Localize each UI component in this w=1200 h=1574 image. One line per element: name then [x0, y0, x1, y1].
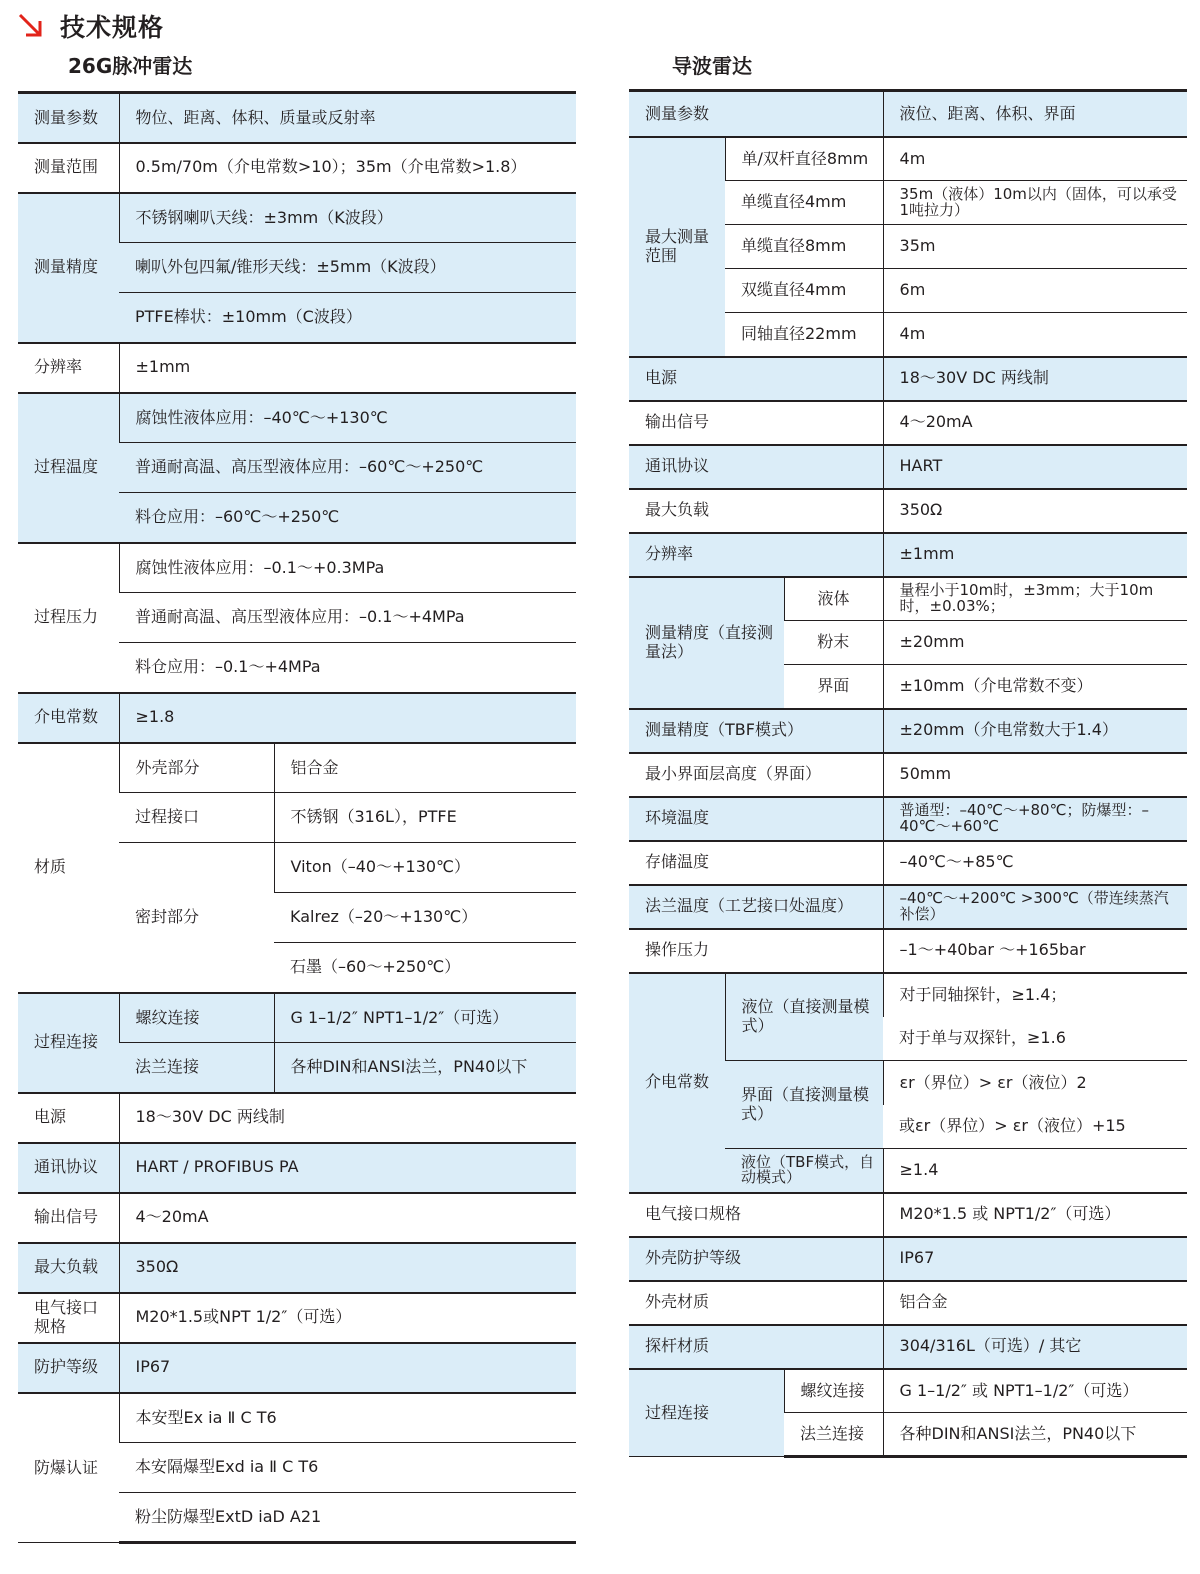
spec-value: 或εr（界位）> εr（液位）+15: [883, 1105, 1187, 1149]
spec-label: 测量精度（直接测量法）: [629, 577, 784, 709]
red-arrow-icon: [16, 11, 46, 41]
table-row: [629, 885, 1187, 929]
table-row: [629, 1193, 1187, 1237]
spec-sublabel: 密封部分: [119, 843, 274, 993]
spec-value: εr（界位）> εr（液位）2: [883, 1061, 1187, 1105]
spec-label: 外壳防护等级: [629, 1237, 883, 1281]
spec-value: HART / PROFIBUS PA: [119, 1143, 576, 1193]
spec-value: 喇叭外包四氟/锥形天线：±5mm（K波段）: [119, 243, 576, 293]
spec-value: 料仓应用：–60℃～+250℃: [119, 493, 576, 543]
spec-value: M20*1.5 或 NPT1/2″（可选）: [883, 1193, 1187, 1237]
table-row: [629, 753, 1187, 797]
table-row: [18, 1293, 576, 1343]
table-row: [629, 841, 1187, 885]
spec-label: 测量参数: [629, 91, 883, 137]
spec-value: PTFE棒状：±10mm（C波段）: [119, 293, 576, 343]
spec-value: 50mm: [883, 753, 1187, 797]
table-row: [629, 357, 1187, 401]
spec-label: 介电常数: [629, 973, 725, 1193]
spec-label: 过程连接: [18, 993, 119, 1093]
spec-value: ±1mm: [883, 533, 1187, 577]
table-row: [18, 1393, 576, 1443]
spec-value: ±10mm（介电常数不变）: [883, 665, 1187, 709]
spec-value: 对于单与双探针，≥1.6: [883, 1017, 1187, 1061]
table-row: [18, 393, 576, 443]
spec-label: 测量参数: [18, 93, 119, 143]
spec-label: 输出信号: [629, 401, 883, 445]
spec-label: 电源: [18, 1093, 119, 1143]
spec-label: 最大负载: [18, 1243, 119, 1293]
spec-label: 过程连接: [629, 1369, 784, 1457]
spec-value: M20*1.5或NPT 1/2″（可选）: [119, 1293, 576, 1343]
spec-label: 法兰温度（工艺接口处温度）: [629, 885, 883, 929]
table-row: [18, 1343, 576, 1393]
spec-value: Viton（–40～+130℃）: [274, 843, 576, 893]
spec-value: 本安型Ex ia Ⅱ C T6: [119, 1393, 576, 1443]
spec-value: 0.5m/70m（介电常数>10）；35m（介电常数>1.8）: [119, 143, 576, 193]
spec-sublabel: 粉末: [784, 621, 883, 665]
spec-label: 最大负载: [629, 489, 883, 533]
spec-label: 分辨率: [18, 343, 119, 393]
spec-value: Kalrez（–20～+130℃）: [274, 893, 576, 943]
spec-value: 铝合金: [883, 1281, 1187, 1325]
spec-sublabel: 液体: [784, 577, 883, 621]
table-row: [629, 797, 1187, 841]
spec-value: IP67: [119, 1343, 576, 1393]
spec-value: 4m: [883, 137, 1187, 181]
spec-sublabel: 界面（直接测量模式）: [725, 1061, 883, 1149]
spec-label: 电气接口规格: [18, 1293, 119, 1343]
spec-value: 料仓应用：–0.1～+4MPa: [119, 643, 576, 693]
table-row: [18, 93, 576, 143]
spec-sublabel: 界面: [784, 665, 883, 709]
table-row: [18, 1193, 576, 1243]
spec-value: G 1–1/2″ NPT1–1/2″（可选）: [274, 993, 576, 1043]
spec-value: ±20mm（介电常数大于1.4）: [883, 709, 1187, 753]
spec-label: 测量精度: [18, 193, 119, 343]
spec-value: ≥1.4: [883, 1149, 1187, 1193]
spec-sublabel: 双缆直径4mm: [725, 269, 883, 313]
pulse-radar-spec-table: [18, 91, 576, 1544]
table-row: [629, 489, 1187, 533]
spec-value: G 1–1/2″ 或 NPT1–1/2″（可选）: [883, 1369, 1187, 1413]
spec-label: 介电常数: [18, 693, 119, 743]
spec-value: –40℃～+85℃: [883, 841, 1187, 885]
spec-value: 普通型：–40℃～+80℃；防爆型：–40℃～+60℃: [883, 797, 1187, 841]
table-row: [18, 193, 576, 243]
spec-value: 35m（液体）10m以内（固体，可以承受1吨拉力）: [883, 181, 1187, 225]
table-row: [18, 143, 576, 193]
spec-label: 过程温度: [18, 393, 119, 543]
table-row: [629, 973, 1187, 1017]
spec-label: 通讯协议: [18, 1143, 119, 1193]
table-row: [629, 1281, 1187, 1325]
table-row: [629, 1237, 1187, 1281]
spec-value: 普通耐高温、高压型液体应用：–0.1～+4MPa: [119, 593, 576, 643]
table-row: [629, 445, 1187, 489]
spec-value: 粉尘防爆型ExtD iaD A21: [119, 1493, 576, 1543]
spec-value: 普通耐高温、高压型液体应用：–60℃～+250℃: [119, 443, 576, 493]
spec-label: 外壳材质: [629, 1281, 883, 1325]
spec-sublabel: 单/双杆直径8mm: [725, 137, 883, 181]
spec-value: 4～20mA: [119, 1193, 576, 1243]
spec-sublabel: 螺纹连接: [119, 993, 274, 1043]
spec-label: 操作压力: [629, 929, 883, 973]
spec-label: 过程压力: [18, 543, 119, 693]
spec-value: 6m: [883, 269, 1187, 313]
table-row: [629, 401, 1187, 445]
spec-value: ±20mm: [883, 621, 1187, 665]
spec-sublabel: 外壳部分: [119, 743, 274, 793]
spec-label: 材质: [18, 743, 119, 993]
spec-label: 存储温度: [629, 841, 883, 885]
table-row: [629, 1369, 1187, 1413]
spec-label: 探杆材质: [629, 1325, 883, 1369]
spec-value: 18～30V DC 两线制: [119, 1093, 576, 1143]
spec-sublabel: 单缆直径4mm: [725, 181, 883, 225]
spec-value: 350Ω: [883, 489, 1187, 533]
table-row: [18, 1243, 576, 1293]
spec-value: 304/316L（可选）/ 其它: [883, 1325, 1187, 1369]
spec-sublabel: 单缆直径8mm: [725, 225, 883, 269]
spec-value: 4m: [883, 313, 1187, 357]
table-row: [18, 743, 576, 793]
spec-value: 18～30V DC 两线制: [883, 357, 1187, 401]
spec-label: 通讯协议: [629, 445, 883, 489]
spec-label: 测量精度（TBF模式）: [629, 709, 883, 753]
spec-value: HART: [883, 445, 1187, 489]
spec-value: –1～+40bar ～+165bar: [883, 929, 1187, 973]
spec-sublabel: 法兰连接: [784, 1413, 883, 1457]
spec-value: 铝合金: [274, 743, 576, 793]
spec-value: 各种DIN和ANSI法兰，PN40以下: [274, 1043, 576, 1093]
guided-radar-title: 导波雷达: [672, 54, 752, 78]
table-row: [18, 343, 576, 393]
spec-label: 分辨率: [629, 533, 883, 577]
table-row: [629, 1325, 1187, 1369]
spec-label: 防爆认证: [18, 1393, 119, 1543]
table-row: [629, 929, 1187, 973]
table-row: [18, 693, 576, 743]
spec-value: ±1mm: [119, 343, 576, 393]
spec-label: 电源: [629, 357, 883, 401]
spec-label: 测量范围: [18, 143, 119, 193]
table-row: [18, 1143, 576, 1193]
table-row: [18, 543, 576, 593]
page-header: [16, 6, 164, 46]
spec-value: 腐蚀性液体应用：–40℃～+130℃: [119, 393, 576, 443]
spec-value: 各种DIN和ANSI法兰，PN40以下: [883, 1413, 1187, 1457]
spec-value: ≥1.8: [119, 693, 576, 743]
spec-label: 防护等级: [18, 1343, 119, 1393]
guided-radar-spec-table: [629, 89, 1187, 1458]
spec-value: 量程小于10m时，±3mm；大于10m时，±0.03%；: [883, 577, 1187, 621]
spec-label: 输出信号: [18, 1193, 119, 1243]
spec-value: 液位、距离、体积、界面: [883, 91, 1187, 137]
spec-label: 环境温度: [629, 797, 883, 841]
spec-label: 最大测量范围: [629, 137, 725, 357]
spec-sublabel: 液位（直接测量模式）: [725, 973, 883, 1061]
spec-sublabel: 同轴直径22mm: [725, 313, 883, 357]
spec-label: 电气接口规格: [629, 1193, 883, 1237]
spec-value: 不锈钢（316L），PTFE: [274, 793, 576, 843]
spec-sublabel: 法兰连接: [119, 1043, 274, 1093]
spec-value: 35m: [883, 225, 1187, 269]
spec-value: 本安隔爆型Exd ia Ⅱ C T6: [119, 1443, 576, 1493]
spec-value: 物位、距离、体积、质量或反射率: [119, 93, 576, 143]
spec-value: 不锈钢喇叭天线：±3mm（K波段）: [119, 193, 576, 243]
table-row: [629, 577, 1187, 621]
table-row: [629, 709, 1187, 753]
pulse-radar-title: 26G脉冲雷达: [68, 54, 193, 78]
spec-value: 腐蚀性液体应用：–0.1～+0.3MPa: [119, 543, 576, 593]
spec-sublabel: 液位（TBF模式，自动模式）: [725, 1149, 883, 1193]
spec-value: –40℃～+200℃ >300℃（带连续蒸汽补偿）: [883, 885, 1187, 929]
table-row: [18, 993, 576, 1043]
table-row: [629, 533, 1187, 577]
spec-value: 4～20mA: [883, 401, 1187, 445]
spec-sublabel: 螺纹连接: [784, 1369, 883, 1413]
page-title: 技术规格: [60, 13, 165, 42]
spec-label: 最小界面层高度（界面）: [629, 753, 883, 797]
table-row: [18, 1093, 576, 1143]
table-row: [629, 137, 1187, 181]
spec-value: 350Ω: [119, 1243, 576, 1293]
spec-value: 石墨（–60～+250℃）: [274, 943, 576, 993]
spec-value: IP67: [883, 1237, 1187, 1281]
spec-value: 对于同轴探针，≥1.4；: [883, 973, 1187, 1017]
spec-sublabel: 过程接口: [119, 793, 274, 843]
table-row: [629, 91, 1187, 137]
